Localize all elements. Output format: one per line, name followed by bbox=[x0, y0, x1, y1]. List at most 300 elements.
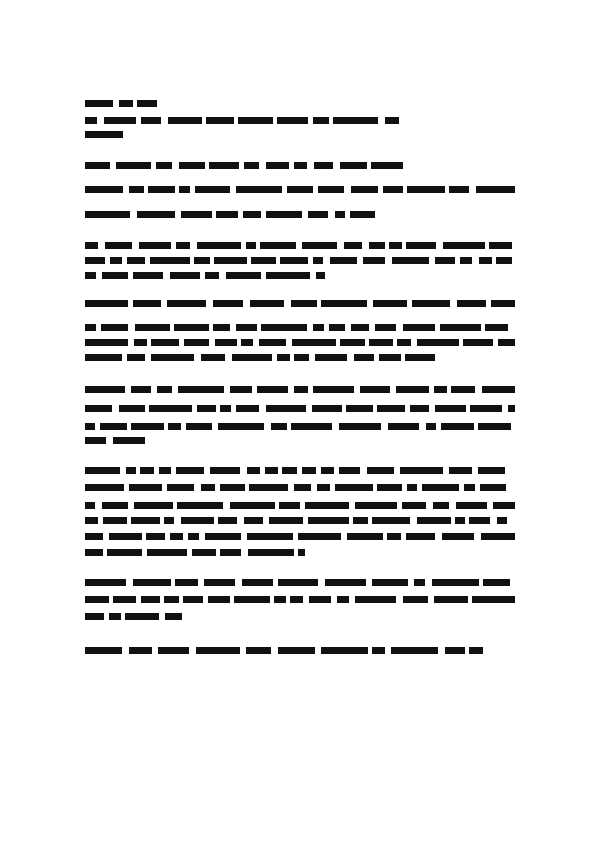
text-word bbox=[234, 596, 270, 603]
text-word bbox=[230, 386, 252, 393]
text-word bbox=[460, 257, 472, 264]
text-word bbox=[251, 257, 276, 264]
text-word bbox=[417, 517, 451, 524]
text-word bbox=[127, 257, 145, 264]
text-word bbox=[183, 596, 203, 603]
text-word bbox=[129, 484, 162, 491]
text-word bbox=[277, 354, 290, 361]
text-word bbox=[257, 386, 288, 393]
text-word bbox=[249, 484, 288, 491]
text-word bbox=[201, 484, 215, 491]
text-word bbox=[141, 117, 161, 124]
text-word bbox=[308, 517, 349, 524]
text-word bbox=[330, 257, 357, 264]
text-word bbox=[85, 300, 128, 307]
text-word bbox=[443, 242, 485, 249]
text-word bbox=[392, 257, 429, 264]
text-word bbox=[127, 354, 145, 361]
text-word bbox=[449, 467, 472, 474]
text-word bbox=[246, 242, 256, 249]
text-word bbox=[85, 502, 95, 509]
text-word bbox=[85, 579, 126, 586]
text-word bbox=[149, 405, 192, 412]
text-word bbox=[479, 257, 492, 264]
text-word bbox=[294, 484, 311, 491]
text-word bbox=[313, 257, 323, 264]
text-word bbox=[164, 517, 174, 524]
text-word bbox=[206, 117, 234, 124]
text-word bbox=[278, 579, 318, 586]
text-word bbox=[407, 484, 417, 491]
text-word bbox=[470, 405, 502, 412]
text-word bbox=[266, 272, 310, 279]
text-word bbox=[451, 386, 475, 393]
text-word bbox=[478, 467, 505, 474]
text-word bbox=[181, 211, 212, 218]
text-word bbox=[355, 502, 397, 509]
text-word bbox=[445, 647, 465, 654]
text-word bbox=[508, 405, 515, 412]
text-word bbox=[321, 647, 368, 654]
text-word bbox=[247, 467, 260, 474]
text-word bbox=[402, 502, 426, 509]
text-line bbox=[85, 613, 185, 620]
text-word bbox=[316, 272, 325, 279]
text-word bbox=[201, 354, 225, 361]
text-line bbox=[85, 437, 151, 444]
text-word bbox=[373, 300, 407, 307]
text-word bbox=[456, 502, 487, 509]
text-word bbox=[85, 211, 130, 218]
text-word bbox=[113, 437, 145, 444]
text-word bbox=[178, 386, 224, 393]
text-word bbox=[498, 339, 515, 346]
text-word bbox=[101, 324, 128, 331]
text-word bbox=[355, 596, 396, 603]
text-word bbox=[455, 517, 465, 524]
text-word bbox=[210, 467, 240, 474]
text-word bbox=[351, 186, 378, 193]
text-word bbox=[110, 257, 122, 264]
text-word bbox=[175, 579, 198, 586]
text-word bbox=[340, 162, 367, 169]
text-word bbox=[85, 437, 106, 444]
text-word bbox=[367, 467, 394, 474]
text-word bbox=[375, 324, 396, 331]
text-word bbox=[403, 324, 435, 331]
text-word bbox=[383, 186, 403, 193]
text-line bbox=[85, 502, 515, 509]
text-word bbox=[195, 186, 230, 193]
text-word bbox=[129, 647, 152, 654]
text-word bbox=[350, 211, 375, 218]
text-word bbox=[85, 162, 110, 169]
text-word bbox=[248, 549, 294, 556]
text-word bbox=[113, 596, 136, 603]
text-word bbox=[164, 596, 179, 603]
text-word bbox=[137, 100, 157, 107]
text-word bbox=[440, 324, 481, 331]
text-word bbox=[158, 647, 189, 654]
text-word bbox=[339, 423, 381, 430]
text-word bbox=[294, 162, 307, 169]
text-word bbox=[469, 517, 490, 524]
text-word bbox=[196, 647, 240, 654]
text-word bbox=[184, 339, 209, 346]
text-word bbox=[176, 467, 204, 474]
text-word bbox=[105, 242, 132, 249]
text-word bbox=[230, 502, 275, 509]
text-word bbox=[496, 257, 512, 264]
text-word bbox=[107, 549, 142, 556]
text-word bbox=[442, 533, 474, 540]
text-word bbox=[85, 131, 123, 138]
text-line bbox=[85, 467, 515, 474]
text-word bbox=[177, 502, 223, 509]
text-line bbox=[85, 405, 515, 412]
text-word bbox=[197, 242, 241, 249]
text-word bbox=[119, 405, 145, 412]
text-word bbox=[85, 386, 125, 393]
text-word bbox=[168, 423, 181, 430]
text-word bbox=[433, 502, 449, 509]
text-word bbox=[104, 117, 136, 124]
text-word bbox=[116, 162, 151, 169]
text-word bbox=[405, 354, 435, 361]
text-word bbox=[337, 596, 349, 603]
text-word bbox=[315, 354, 347, 361]
text-word bbox=[167, 300, 206, 307]
text-word bbox=[197, 405, 216, 412]
text-word bbox=[269, 517, 303, 524]
text-word bbox=[238, 117, 273, 124]
text-word bbox=[387, 533, 401, 540]
text-word bbox=[291, 300, 317, 307]
text-word bbox=[243, 211, 261, 218]
text-word bbox=[85, 484, 124, 491]
text-word bbox=[147, 549, 187, 556]
text-word bbox=[493, 502, 515, 509]
text-word bbox=[129, 186, 144, 193]
text-word bbox=[176, 242, 190, 249]
text-word bbox=[215, 339, 237, 346]
text-word bbox=[305, 502, 349, 509]
text-word bbox=[102, 502, 128, 509]
text-word bbox=[133, 579, 171, 586]
text-word bbox=[179, 186, 190, 193]
text-line bbox=[85, 596, 515, 603]
text-word bbox=[417, 339, 459, 346]
text-word bbox=[85, 613, 104, 620]
text-word bbox=[209, 162, 239, 169]
text-word bbox=[396, 386, 429, 393]
text-word bbox=[85, 533, 103, 540]
text-word bbox=[347, 533, 383, 540]
text-word bbox=[360, 386, 390, 393]
text-word bbox=[226, 272, 261, 279]
text-word bbox=[407, 186, 445, 193]
text-word bbox=[483, 579, 510, 586]
text-word bbox=[339, 467, 360, 474]
text-word bbox=[485, 324, 508, 331]
text-word bbox=[126, 467, 136, 474]
text-word bbox=[385, 117, 399, 124]
text-line bbox=[85, 579, 515, 586]
text-line bbox=[85, 211, 375, 218]
text-word bbox=[213, 300, 243, 307]
text-word bbox=[140, 467, 154, 474]
text-word bbox=[318, 186, 344, 193]
text-word bbox=[325, 579, 366, 586]
text-word bbox=[277, 117, 308, 124]
text-word bbox=[181, 517, 214, 524]
text-word bbox=[150, 257, 190, 264]
text-word bbox=[432, 579, 479, 586]
text-word bbox=[321, 300, 367, 307]
text-word bbox=[236, 324, 257, 331]
text-word bbox=[302, 242, 337, 249]
text-line bbox=[85, 339, 515, 346]
text-line bbox=[85, 300, 515, 307]
text-word bbox=[435, 405, 466, 412]
text-word bbox=[85, 517, 98, 524]
text-word bbox=[109, 533, 142, 540]
text-word bbox=[134, 502, 173, 509]
text-word bbox=[85, 423, 95, 430]
text-line bbox=[85, 386, 515, 393]
text-word bbox=[157, 386, 172, 393]
text-word bbox=[85, 242, 98, 249]
text-word bbox=[372, 517, 410, 524]
text-word bbox=[135, 324, 170, 331]
text-word bbox=[435, 257, 455, 264]
text-word bbox=[280, 257, 308, 264]
text-word bbox=[85, 186, 123, 193]
text-word bbox=[313, 117, 329, 124]
text-word bbox=[119, 100, 133, 107]
text-word bbox=[329, 324, 345, 331]
text-word bbox=[369, 339, 393, 346]
text-word bbox=[298, 549, 305, 556]
text-word bbox=[85, 549, 103, 556]
text-word bbox=[422, 484, 459, 491]
text-word bbox=[265, 467, 278, 474]
text-word bbox=[463, 339, 493, 346]
text-word bbox=[314, 162, 333, 169]
text-word bbox=[302, 467, 316, 474]
text-word bbox=[241, 339, 253, 346]
text-word bbox=[321, 467, 334, 474]
text-word bbox=[489, 242, 512, 249]
text-word bbox=[441, 423, 474, 430]
text-word bbox=[340, 339, 365, 346]
text-word bbox=[403, 596, 428, 603]
text-word bbox=[246, 647, 271, 654]
text-word bbox=[85, 339, 128, 346]
text-word bbox=[406, 242, 436, 249]
text-word bbox=[377, 484, 402, 491]
text-word bbox=[192, 549, 216, 556]
text-word bbox=[363, 257, 385, 264]
text-word bbox=[377, 405, 405, 412]
text-word bbox=[410, 405, 429, 412]
text-word bbox=[371, 162, 403, 169]
text-word bbox=[282, 467, 297, 474]
text-word bbox=[109, 613, 121, 620]
text-word bbox=[85, 100, 113, 107]
text-word bbox=[220, 549, 241, 556]
text-word bbox=[85, 596, 109, 603]
text-word bbox=[480, 484, 506, 491]
text-word bbox=[309, 596, 331, 603]
text-word bbox=[220, 405, 231, 412]
text-word bbox=[266, 162, 289, 169]
text-word bbox=[131, 517, 160, 524]
text-word bbox=[372, 647, 385, 654]
text-line bbox=[85, 186, 515, 193]
text-word bbox=[214, 257, 247, 264]
text-word bbox=[476, 186, 515, 193]
text-word bbox=[165, 613, 182, 620]
text-word bbox=[313, 324, 324, 331]
text-word bbox=[208, 596, 230, 603]
text-word bbox=[291, 423, 332, 430]
text-word bbox=[434, 596, 468, 603]
text-word bbox=[464, 484, 475, 491]
text-word bbox=[204, 579, 235, 586]
text-word bbox=[236, 186, 282, 193]
text-line bbox=[85, 117, 403, 124]
text-word bbox=[103, 517, 127, 524]
text-word bbox=[179, 162, 205, 169]
text-word bbox=[412, 300, 450, 307]
text-word bbox=[213, 324, 230, 331]
text-word bbox=[379, 354, 401, 361]
text-word bbox=[85, 117, 97, 124]
text-word bbox=[344, 242, 362, 249]
text-word bbox=[232, 354, 272, 361]
text-word bbox=[406, 533, 435, 540]
text-word bbox=[168, 117, 202, 124]
text-word bbox=[353, 517, 368, 524]
text-word bbox=[194, 257, 210, 264]
text-line bbox=[85, 100, 157, 107]
text-word bbox=[174, 324, 209, 331]
text-word bbox=[388, 423, 419, 430]
text-line bbox=[85, 484, 515, 491]
text-word bbox=[186, 423, 212, 430]
text-word bbox=[218, 423, 264, 430]
text-word bbox=[335, 211, 345, 218]
text-word bbox=[137, 211, 175, 218]
text-word bbox=[426, 423, 436, 430]
text-line bbox=[85, 162, 403, 169]
text-line bbox=[85, 533, 515, 540]
text-word bbox=[102, 272, 128, 279]
text-word bbox=[159, 467, 171, 474]
text-word bbox=[244, 517, 263, 524]
text-line bbox=[85, 324, 515, 331]
text-word bbox=[497, 517, 507, 524]
text-line bbox=[85, 517, 515, 524]
text-word bbox=[125, 613, 159, 620]
text-word bbox=[236, 405, 259, 412]
text-word bbox=[481, 533, 515, 540]
text-word bbox=[131, 423, 164, 430]
text-word bbox=[85, 467, 120, 474]
text-word bbox=[333, 117, 378, 124]
text-word bbox=[85, 354, 122, 361]
text-word bbox=[85, 405, 112, 412]
text-word bbox=[151, 339, 179, 346]
text-word bbox=[250, 300, 284, 307]
text-word bbox=[247, 533, 293, 540]
text-word bbox=[139, 242, 171, 249]
text-word bbox=[290, 596, 303, 603]
text-word bbox=[85, 647, 122, 654]
text-word bbox=[205, 272, 219, 279]
text-word bbox=[292, 339, 336, 346]
text-word bbox=[146, 533, 165, 540]
text-word bbox=[85, 324, 96, 331]
text-word bbox=[100, 423, 127, 430]
text-word bbox=[472, 596, 515, 603]
text-word bbox=[287, 186, 313, 193]
text-word bbox=[312, 405, 342, 412]
text-word bbox=[271, 423, 287, 430]
text-word bbox=[170, 272, 200, 279]
text-word bbox=[298, 533, 341, 540]
text-line bbox=[85, 131, 123, 138]
text-word bbox=[279, 502, 300, 509]
text-line bbox=[85, 257, 512, 264]
text-word bbox=[259, 339, 286, 346]
text-word bbox=[218, 517, 237, 524]
text-word bbox=[261, 324, 307, 331]
text-word bbox=[414, 579, 425, 586]
text-word bbox=[170, 533, 183, 540]
text-line bbox=[85, 423, 515, 430]
text-word bbox=[400, 467, 443, 474]
text-word bbox=[308, 211, 328, 218]
text-word bbox=[205, 533, 241, 540]
text-line bbox=[85, 354, 435, 361]
text-word bbox=[294, 354, 309, 361]
text-word bbox=[434, 386, 447, 393]
text-word bbox=[134, 339, 147, 346]
text-word bbox=[266, 405, 306, 412]
text-word bbox=[449, 186, 469, 193]
text-word bbox=[313, 386, 354, 393]
text-word bbox=[457, 300, 486, 307]
text-word bbox=[491, 300, 515, 307]
text-word bbox=[469, 647, 483, 654]
text-word bbox=[369, 242, 385, 249]
text-line bbox=[85, 647, 483, 654]
text-word bbox=[478, 423, 511, 430]
text-word bbox=[85, 272, 96, 279]
text-line bbox=[85, 272, 325, 279]
text-word bbox=[317, 484, 330, 491]
text-word bbox=[391, 647, 438, 654]
text-word bbox=[151, 354, 194, 361]
text-word bbox=[131, 386, 151, 393]
text-word bbox=[372, 579, 408, 586]
text-word bbox=[156, 162, 172, 169]
text-word bbox=[133, 272, 163, 279]
text-word bbox=[85, 257, 105, 264]
text-word bbox=[354, 354, 374, 361]
